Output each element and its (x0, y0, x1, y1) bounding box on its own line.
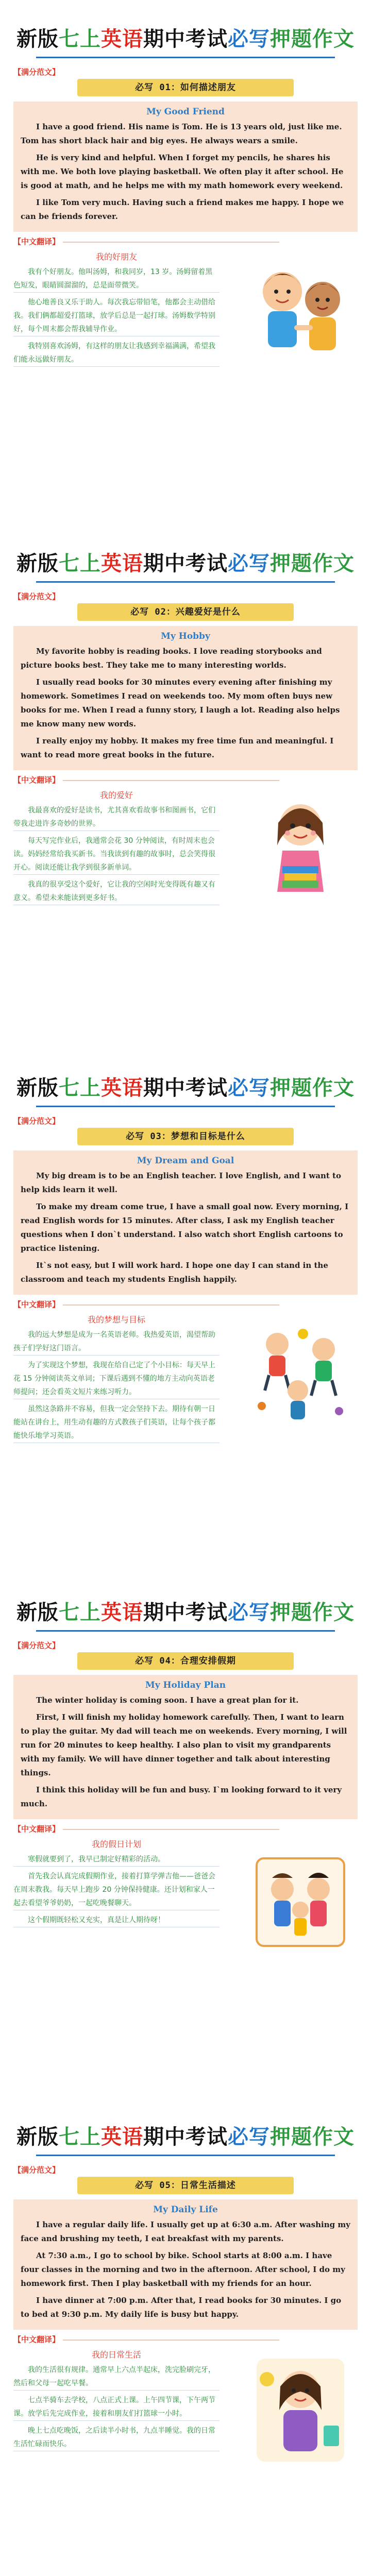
title-part: 七上 (59, 2125, 101, 2149)
topic-banner: 必写 02：兴趣爱好是什么 (77, 603, 294, 621)
title-underline (36, 57, 335, 58)
page-title (0, 2121, 371, 2154)
essay-paragraph: To make my dream come true, I have a small goal now. Every morning, I read English words for 15 minutes. After class, I ask my English teacher questions when I don`t understand. I also watch short English cartoons to practice listening. (21, 1202, 349, 1253)
translation-paragraph: 每天写完作业后，我通常会花 30 分钟阅读，有时周末也会读。妈妈经常给我买新书。当我读到有趣的故事时，总会笑得很开心。阅读还能让我学到很多新单词。 (13, 834, 220, 875)
essay-section (0, 1049, 371, 1573)
translation-paragraph: 我的远大梦想是成为一名英语老师。我热爱英语，渴望帮助孩子们学好这门语言。 (13, 1328, 220, 1355)
title-part: 押题作文 (270, 2125, 355, 2149)
title-part: 期中考试 (143, 27, 228, 51)
title-part: 期中考试 (143, 1600, 228, 1624)
title-part: 新版 (16, 2125, 59, 2149)
essay-title: My Hobby (161, 631, 210, 641)
essay-box (13, 1150, 358, 1295)
essay-box (13, 101, 358, 232)
essay-title: My Daily Life (153, 2205, 218, 2215)
translation-tag: 【中文翻译】 (13, 1300, 60, 1309)
translation-paragraph: 虽然这条路并不容易，但我一定会坚持下去。期待有朝一日能站在讲台上，用生动有趣的方式教孩子们英语，让每个孩子都能快乐地学习英语。 (13, 1402, 220, 1443)
divider (63, 1304, 279, 1306)
divider (63, 1829, 279, 1830)
model-essay-tag: 【满分范文】 (13, 592, 60, 601)
title-part: 必写 (228, 1076, 270, 1100)
page-title (0, 1596, 371, 1629)
topic-banner: 必写 01：如何描述朋友 (77, 79, 294, 96)
essay-section (0, 524, 371, 1049)
translation-paragraph: 我的生活很有规律。通常早上六点半起床，洗完脸刷完牙，然后和父母一起吃早餐。 (13, 2363, 220, 2391)
divider (63, 2340, 279, 2341)
essay-title: My Holiday Plan (145, 1680, 226, 1690)
translation-tag: 【中文翻译】 (13, 237, 60, 246)
title-part: 押题作文 (270, 1600, 355, 1624)
translation-title: 我的爱好 (99, 790, 133, 800)
essay-box (13, 1675, 358, 1819)
essay-paragraph: My favorite hobby is reading books. I love reading storybooks and picture books best. They take me to many interesting worlds. (21, 647, 322, 670)
essay-paragraph: My big dream is to be an English teacher. I love English, and I want to help kids learn it well. (21, 1171, 341, 1194)
translation-paragraph: 他心地善良又乐于助人。每次我忘带铅笔，他都会主动借给我。我们俩都超爱打篮球，放学后总是一起打球。汤姆数学特别好，每个周末都会帮我辅导作业。 (13, 296, 220, 336)
title-part: 新版 (16, 1600, 59, 1624)
essay-paragraph: It`s not easy, but I will work hard. I hope one day I can stand in the classroom and teach my students English happily. (21, 1261, 328, 1284)
translation-paragraph: 七点半骑车去学校，八点正式上课。上午四节课，下午两节课。放学后先完成作业，接着和朋友们打篮球一小时。 (13, 2394, 220, 2421)
title-part: 英语 (101, 1600, 143, 1624)
translation-paragraph: 我最喜欢的爱好是读书，尤其喜欢看故事书和图画书，它们带我走进许多奇妙的世界。 (13, 804, 220, 831)
essay-box (13, 2199, 358, 2330)
translation-area (13, 1313, 358, 1443)
essay-section (0, 0, 371, 524)
essay-title: My Dream and Goal (137, 1156, 234, 1166)
essay-paragraph: I have a good friend. His name is Tom. He is 13 years old, just like me. Tom has short black hair and big eyes. He always wears a smile. (21, 122, 342, 145)
translation-paragraph: 我真的很享受这个爱好，它让我的空闲时光变得既有趣又有意义。希望未来能读到更多好书。 (13, 878, 220, 905)
translation-title: 我的好朋友 (95, 252, 137, 262)
holiday-family-illustration (246, 1838, 355, 1956)
translation-title: 我的日常生活 (91, 2350, 141, 2360)
title-part: 押题作文 (270, 27, 355, 51)
essay-box (13, 626, 358, 770)
translation-paragraph: 晚上七点吃晚饭，之后读半小时书，九点半睡觉。我的日常生活忙碌而快乐。 (13, 2424, 220, 2451)
topic-banner: 必写 04：合理安排假期 (77, 1652, 294, 1670)
title-part: 七上 (59, 27, 101, 51)
translation-tag: 【中文翻译】 (13, 2335, 60, 2344)
title-part: 期中考试 (143, 2125, 228, 2149)
page-title (0, 23, 371, 56)
title-underline (36, 1630, 335, 1632)
title-part: 英语 (101, 2125, 143, 2149)
title-part: 期中考试 (143, 1076, 228, 1100)
title-part: 期中考试 (143, 551, 228, 575)
title-part: 必写 (228, 551, 270, 575)
translation-tag: 【中文翻译】 (13, 1824, 60, 1834)
title-part: 押题作文 (270, 551, 355, 575)
title-part: 英语 (101, 551, 143, 575)
essay-paragraph: He is very kind and helpful. When I forget my pencils, he shares his with me. We both love playing basketball. We often play it after school. He is good at math, and he helps me with my math homework every weekend. (21, 153, 344, 190)
title-part: 七上 (59, 1076, 101, 1100)
essay-paragraph: I really enjoy my hobby. It makes my free time fun and meaningful. I want to read more great books in the future. (21, 736, 334, 759)
title-part: 英语 (101, 1076, 143, 1100)
title-part: 必写 (228, 1600, 270, 1624)
essay-title: My Good Friend (146, 107, 225, 117)
model-essay-tag: 【满分范文】 (13, 1116, 60, 1126)
model-essay-tag: 【满分范文】 (13, 1641, 60, 1650)
essay-paragraph: I like Tom very much. Having such a friend makes me happy. I hope we can be friends forever. (21, 198, 344, 221)
topic-banner: 必写 05：日常生活描述 (77, 2177, 294, 2194)
title-part: 七上 (59, 551, 101, 575)
page-title (0, 547, 371, 580)
divider (63, 242, 279, 243)
essay-paragraph: I have a regular daily life. I usually get up at 6:30 a.m. After washing my face and brushing my teeth, I eat breakfast with my parents. (21, 2220, 350, 2243)
title-part: 七上 (59, 1600, 101, 1624)
title-part: 新版 (16, 27, 59, 51)
page-title (0, 1072, 371, 1105)
translation-title: 我的梦想与目标 (87, 1315, 145, 1325)
translation-area (13, 2348, 358, 2451)
divider (63, 780, 279, 781)
essay-paragraph: I think this holiday will be fun and busy. I`m looking forward to it very much. (21, 1785, 342, 1808)
essay-paragraph: I usually read books for 30 minutes every evening after finishing my homework. Sometimes I read on weekends too. My mom often buys new books for me. When I read a funny story, I laugh a lot. Reading also helps me know many new words. (21, 677, 340, 728)
translation-paragraph: 我有个好朋友。他叫汤姆，和我同岁，13 岁。汤姆留着黑色短发，眼睛圆溜溜的，总是面带微笑。 (13, 265, 220, 293)
essay-paragraph: I have dinner at 7:00 p.m. After that, I read books for 30 minutes. I go to bed at 9:30 p.m. My daily life is busy but happy. (21, 2296, 342, 2319)
essay-section (0, 2098, 371, 2576)
essay-section (0, 1573, 371, 2098)
translation-paragraph: 这个假期既轻松又充实，真是让人期待呀！ (13, 1913, 220, 1927)
translation-paragraph: 我特别喜欢汤姆，有这样的朋友让我感到幸福满满，希望我们能永远做好朋友。 (13, 340, 220, 367)
title-part: 必写 (228, 27, 270, 51)
title-underline (36, 1106, 335, 1107)
title-part: 必写 (228, 2125, 270, 2149)
topic-banner: 必写 03：梦想和目标是什么 (77, 1128, 294, 1145)
title-part: 押题作文 (270, 1076, 355, 1100)
translation-paragraph: 首先我会认真完成假期作业，接着打算学弹吉他——爸爸会在周末教我。每天早上跑步 20 分钟保持健康。还计划和家人一起去看望爷爷奶奶，一起吃晚餐聊天。 (13, 1870, 220, 1910)
translation-tag: 【中文翻译】 (13, 775, 60, 785)
translation-title: 我的假日计划 (91, 1839, 141, 1849)
essay-paragraph: The winter holiday is coming soon. I have a great plan for it. (36, 1696, 299, 1705)
translation-area (13, 789, 358, 905)
title-underline (36, 581, 335, 583)
girl-with-books-illustration (246, 789, 355, 907)
title-underline (36, 2155, 335, 2156)
model-essay-tag: 【满分范文】 (13, 67, 60, 77)
children-playing-illustration (246, 1313, 355, 1432)
translation-area (13, 1838, 358, 1927)
girl-daily-life-illustration (246, 2348, 355, 2467)
translation-paragraph: 为了实现这个梦想，我现在给自己定了个小目标：每天早上花 15 分钟阅读英文单词；下课后遇到不懂的地方主动向英语老师提问；还会看英文短片来练习听力。 (13, 1359, 220, 1399)
essay-paragraph: At 7:30 a.m., I go to school by bike. School starts at 8:00 a.m. I have four classes in the morning and two in the afternoon. After school, I do my homework first. Then I play basketball with my friends for an hour. (21, 2251, 345, 2288)
two-kids-illustration (246, 250, 355, 369)
model-essay-tag: 【满分范文】 (13, 2165, 60, 2175)
translation-area (13, 250, 358, 367)
essay-paragraph: First, I will finish my holiday homework carefully. Then, I want to learn to play the guitar. My dad will teach me on weekends. Every morning, I will run for 20 minutes to keep healthy. I also plan to visit my grandparents with my family. We will have dinner together and talk about interesting things. (21, 1713, 347, 1777)
translation-paragraph: 寒假就要到了，我早已制定好精彩的活动。 (13, 1853, 220, 1867)
title-part: 新版 (16, 1076, 59, 1100)
title-part: 英语 (101, 27, 143, 51)
title-part: 新版 (16, 551, 59, 575)
